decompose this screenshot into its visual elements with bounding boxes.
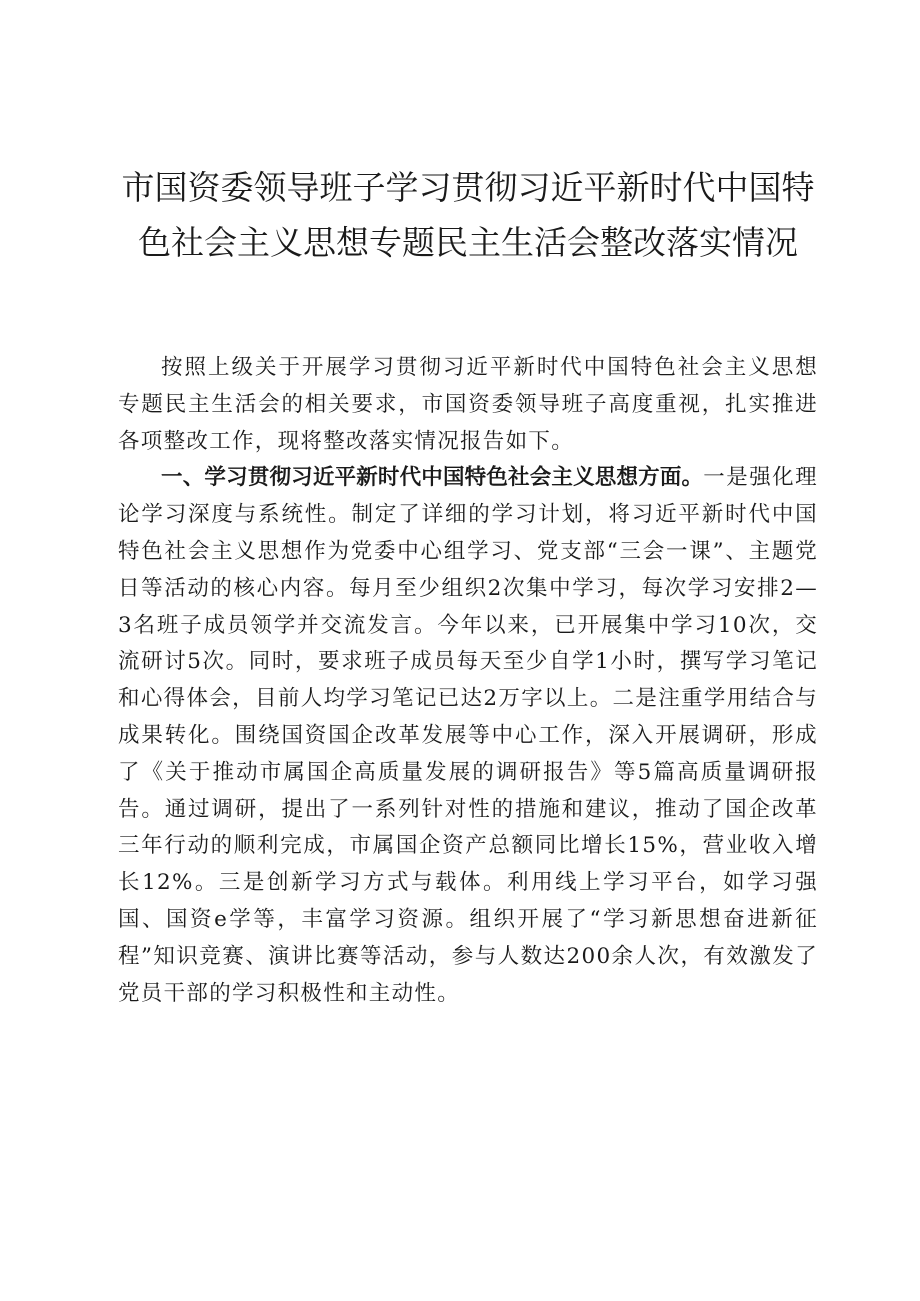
section-1-body: 一是强化理论学习深度与系统性。制定了详细的学习计划，将习近平新时代中国特色社会主义思想作为党委中心组学习、党支部“三会一课”、主题党日等活动的核心内容。每月至少组织2次集中学习，每次学习安排2—3名班子成员领学并交流发言。今年以来，已开展集中学习10次，交流研讨5次。同时，要求班子成员每天至少自学1小时，撰写学习笔记和心得体会，目前人均学习笔记已达2万字以上。二是注重学用结合与成果转化。围绕国资国企改革发展等中心工作，深入开展调研，形成了《关于推动市属国企高质量发展的调研报告》等5篇高质量调研报告。通过调研，提出了一系列针对性的措施和建议，推动了国企改革三年行动的顺利完成，市属国企资产总额同比增长15%，营业收入增长12%。三是创新学习方式与载体。利用线上学习平台，如学习强国、国资e学等，丰富学习资源。组织开展了“学习新思想奋进新征程”知识竞赛、演讲比赛等活动，参与人数达200余人次，有效激发了党员干部的学习积极性和主动性。 xyxy=(118,465,818,1006)
section-1-paragraph xyxy=(118,460,818,1012)
section-1-heading: 一、学习贯彻习近平新时代中国特色社会主义思想方面。 xyxy=(161,465,704,491)
intro-paragraph: 按照上级关于开展学习贯彻习近平新时代中国特色社会主义思想专题民主生活会的相关要求，市国资委领导班子高度重视，扎实推进各项整改工作，现将整改落实情况报告如下。 xyxy=(118,355,818,454)
document-title: 市国资委领导班子学习贯彻习近平新时代中国特色社会主义思想专题民主生活会整改落实情况 xyxy=(121,168,815,262)
document-body xyxy=(118,350,818,1012)
